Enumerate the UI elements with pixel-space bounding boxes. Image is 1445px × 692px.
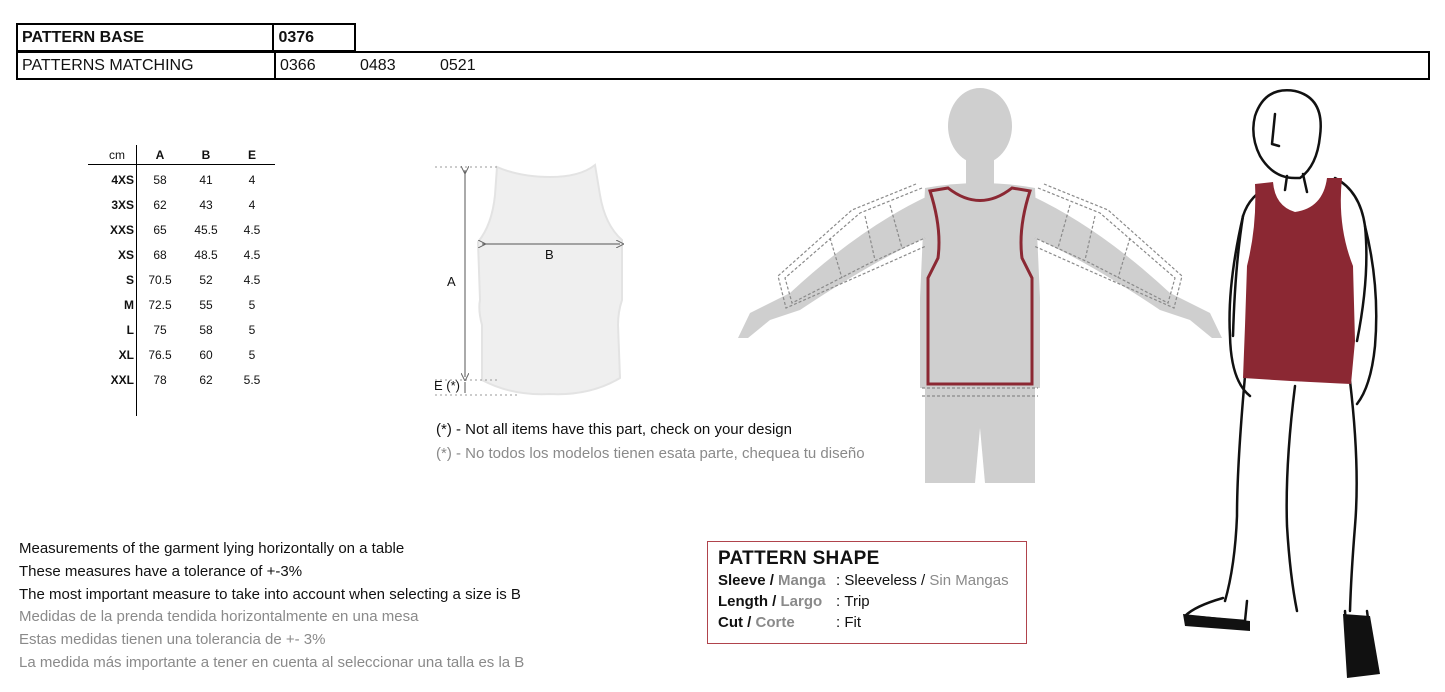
pattern-shape-cut: Cut / Corte : Fit bbox=[718, 614, 862, 631]
size-label: M bbox=[124, 298, 134, 312]
pattern-shape-title: PATTERN SHAPE bbox=[718, 548, 880, 569]
label-e: E (*) bbox=[434, 378, 460, 393]
pattern-shape-sleeve: Sleeve / Manga : Sleeveless / Sin Mangas bbox=[718, 572, 1009, 589]
note-en-1: Measurements of the garment lying horizontally on a table bbox=[19, 540, 405, 557]
note-es-2: Estas medidas tienen una tolerancia de +- 3% bbox=[19, 631, 326, 649]
pattern-base-value: 0376 bbox=[278, 28, 315, 46]
model-tank-top bbox=[1243, 178, 1355, 384]
cell-e: 5 bbox=[248, 298, 256, 312]
length-value-en: Trip bbox=[844, 593, 870, 610]
size-label: XXS bbox=[109, 223, 134, 237]
cut-label-es: Corte bbox=[755, 614, 795, 631]
col-header-e: E bbox=[247, 148, 256, 162]
size-label: 3XS bbox=[111, 198, 134, 212]
sleeve-label-es: Manga bbox=[778, 572, 826, 589]
cut-value-en: Fit bbox=[844, 614, 862, 631]
sleeve-label-en: Sleeve / bbox=[718, 572, 779, 589]
col-header-b: B bbox=[201, 148, 211, 162]
pattern-shape-length: Length / Largo : Trip bbox=[718, 593, 870, 610]
measurement-notes bbox=[19, 538, 524, 675]
cell-e: 4.5 bbox=[243, 273, 261, 287]
cell-b: 58 bbox=[199, 323, 213, 337]
size-label: 4XS bbox=[111, 173, 134, 187]
size-label: S bbox=[125, 273, 134, 287]
tank-top-flat bbox=[478, 165, 622, 394]
cell-a: 68 bbox=[153, 248, 167, 262]
size-table-divider bbox=[136, 145, 137, 416]
cell-e: 4 bbox=[248, 198, 256, 212]
size-table-header bbox=[88, 145, 275, 165]
cell-a: 76.5 bbox=[148, 348, 172, 362]
patterns-matching-value-3: 0521 bbox=[440, 56, 476, 74]
patterns-matching-label: PATTERNS MATCHING bbox=[18, 53, 276, 78]
size-label: XXL bbox=[110, 373, 134, 387]
length-label-es: Largo bbox=[780, 593, 823, 610]
cell-b: 48.5 bbox=[194, 248, 218, 262]
cut-label-en: Cut / bbox=[718, 614, 756, 631]
cell-a: 65 bbox=[153, 223, 167, 237]
cell-a: 78 bbox=[153, 373, 167, 387]
size-label: XL bbox=[118, 348, 134, 362]
patterns-matching-value-1: 0366 bbox=[280, 56, 316, 74]
cell-a: 75 bbox=[153, 323, 167, 337]
size-label: L bbox=[126, 323, 134, 337]
note-en-2: These measures have a tolerance of +-3% bbox=[19, 562, 303, 580]
unit-header: cm bbox=[109, 148, 125, 162]
cell-a: 70.5 bbox=[148, 273, 172, 287]
cell-a: 58 bbox=[153, 173, 167, 187]
cell-b: 60 bbox=[199, 348, 213, 362]
cell-b: 55 bbox=[199, 298, 213, 312]
cell-b: 62 bbox=[199, 373, 213, 387]
col-header-a: A bbox=[155, 148, 165, 162]
model-figure bbox=[1175, 86, 1440, 686]
pattern-base-row bbox=[16, 23, 356, 52]
cell-b: 52 bbox=[199, 273, 213, 287]
pattern-base-label: PATTERN BASE bbox=[18, 25, 274, 50]
cell-e: 5 bbox=[248, 323, 256, 337]
note-es-3: La medida más importante a tener en cuenta al seleccionar una talla es la B bbox=[19, 653, 525, 671]
sleeve-value-es: Sin Mangas bbox=[929, 572, 1009, 589]
footnote-en: (*) - Not all items have this part, check on your design bbox=[436, 421, 792, 438]
footnote-es: (*) - No todos los modelos tienen esata parte, chequea tu diseño bbox=[436, 445, 865, 462]
cell-b: 43 bbox=[199, 198, 213, 212]
note-en-3: The most important measure to take into account when selecting a size is B bbox=[19, 585, 521, 603]
patterns-matching-value-2: 0483 bbox=[360, 56, 396, 74]
sleeve-value-en: Sleeveless / bbox=[844, 572, 930, 589]
cell-e: 4.5 bbox=[243, 248, 261, 262]
size-label: XS bbox=[117, 248, 134, 262]
cell-e: 5.5 bbox=[243, 373, 261, 387]
cell-b: 41 bbox=[199, 173, 213, 187]
pattern-shape-box bbox=[707, 541, 1027, 644]
cell-a: 62 bbox=[153, 198, 167, 212]
label-b: B bbox=[545, 247, 554, 262]
cell-e: 4 bbox=[248, 173, 256, 187]
label-a: A bbox=[447, 274, 456, 289]
patterns-matching-row bbox=[16, 51, 1430, 80]
cell-b: 45.5 bbox=[194, 223, 218, 237]
cell-e: 5 bbox=[248, 348, 256, 362]
cell-a: 72.5 bbox=[148, 298, 172, 312]
cell-e: 4.5 bbox=[243, 223, 261, 237]
pattern-mannequin-figure bbox=[730, 88, 1230, 488]
note-es-1: Medidas de la prenda tendida horizontalmente en una mesa bbox=[19, 608, 419, 626]
length-label-en: Length / bbox=[718, 593, 781, 610]
